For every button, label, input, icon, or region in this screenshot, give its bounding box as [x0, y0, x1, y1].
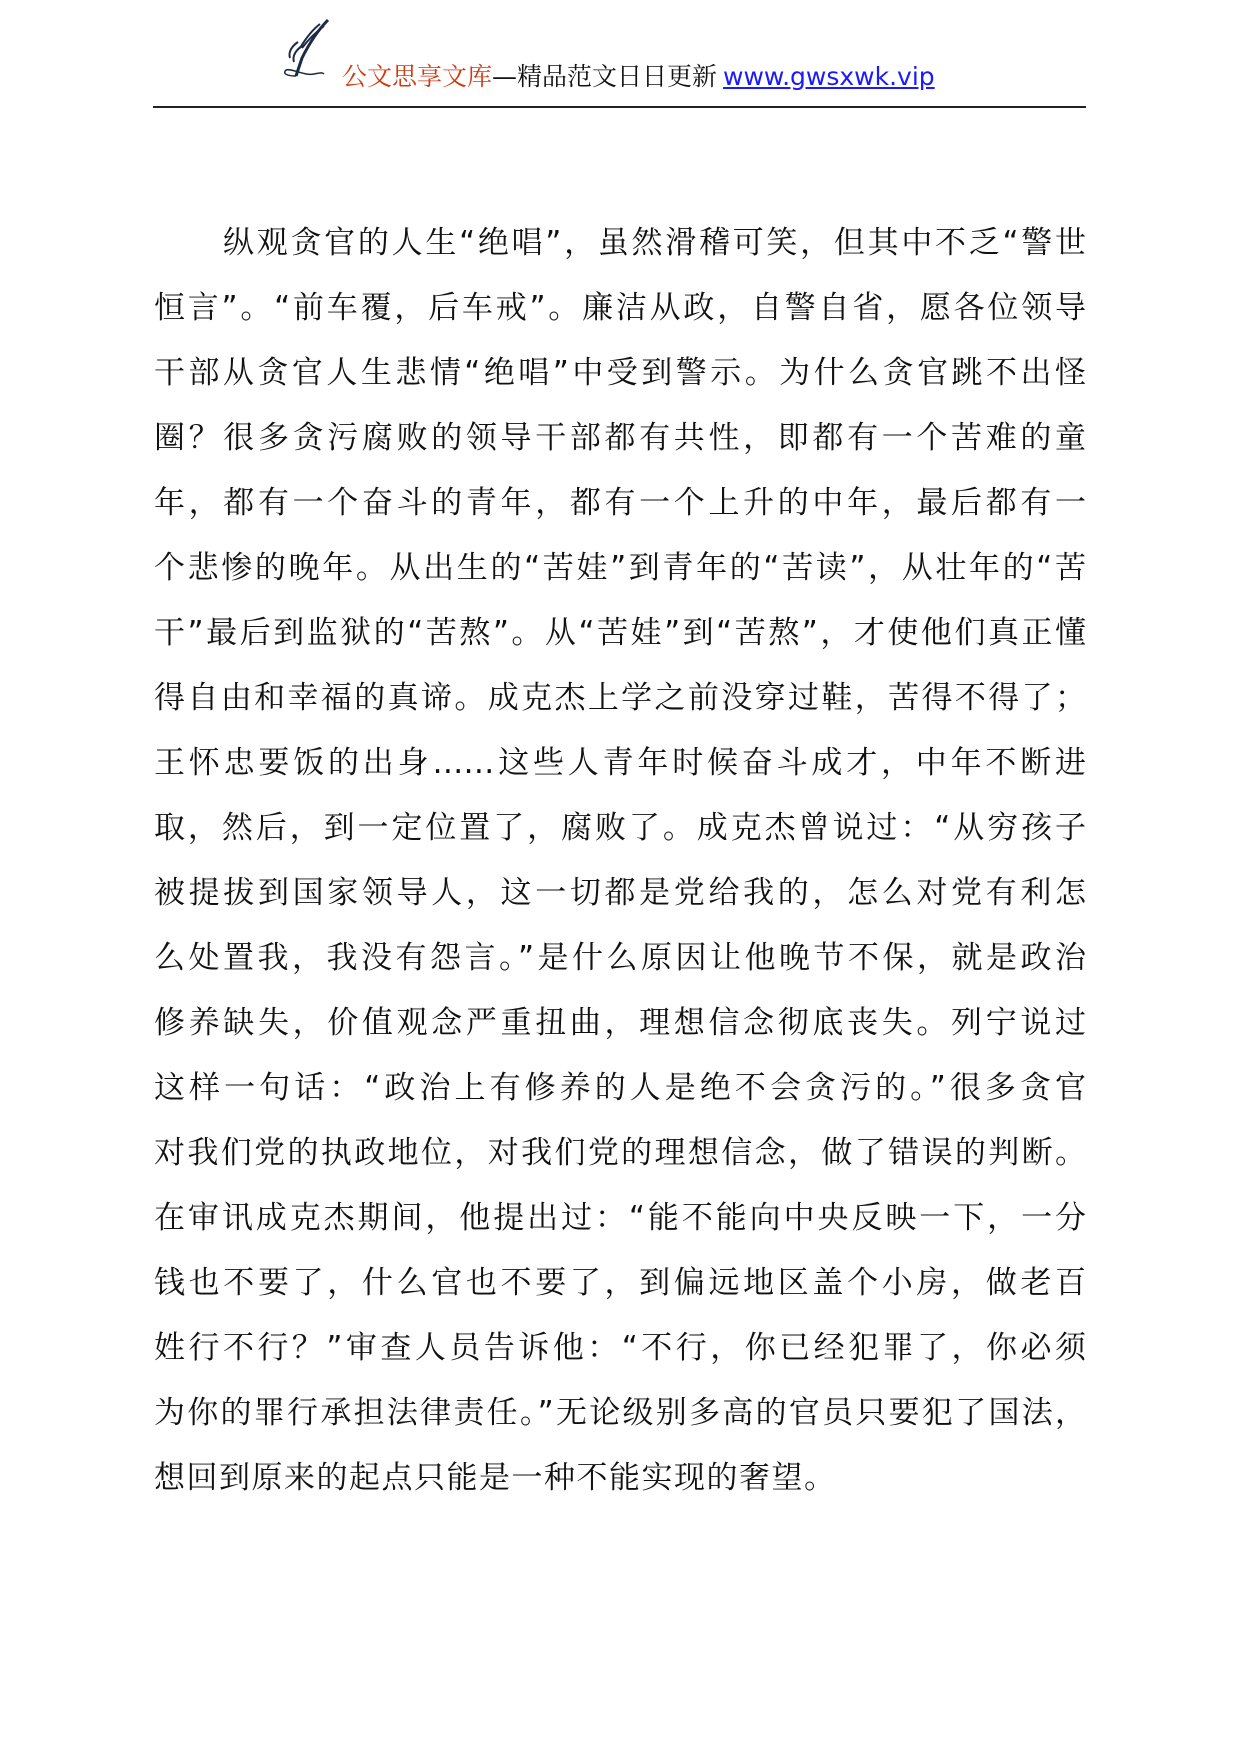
page-header: [0, 14, 1240, 94]
header-divider: [153, 106, 1086, 108]
paragraph-line: 钱也不要了，什么官也不要了，到偏远地区盖个小房，做老百: [154, 1265, 1086, 1301]
website-link[interactable]: www.gwsxwk.vip: [723, 62, 935, 91]
paragraph-line: 这样一句话：“政治上有修养的人是绝不会贪污的。”很多贪官: [154, 1070, 1086, 1106]
header-tagline: [342, 62, 935, 92]
paragraph-line: 姓行不行？”审查人员告诉他：“不行，你已经犯罪了，你必须: [154, 1330, 1086, 1366]
paragraph-line: 在审讯成克杰期间，他提出过：“能不能向中央反映一下，一分: [154, 1200, 1086, 1236]
paragraph-line: 对我们党的执政地位，对我们党的理想信念，做了错误的判断。: [154, 1135, 1086, 1171]
paragraph-line: 恒言”。“前车覆，后车戒”。廉洁从政，自警自省，愿各位领导: [154, 290, 1086, 326]
quill-pen-logo-icon: [280, 18, 340, 84]
paragraph-line: 干部从贪官人生悲情“绝唱”中受到警示。为什么贪官跳不出怪: [154, 355, 1086, 391]
slogan: —精品范文日日更新: [492, 62, 718, 91]
paragraph-line: 纵观贪官的人生“绝唱”，虽然滑稽可笑，但其中不乏“警世: [223, 225, 1086, 261]
paragraph-line: 被提拔到国家领导人，这一切都是党给我的，怎么对党有利怎: [154, 875, 1086, 911]
paragraph-line: 想回到原来的起点只能是一种不能实现的奢望。: [154, 1460, 837, 1496]
paragraph-line: 修养缺失，价值观念严重扭曲，理想信念彻底丧失。列宁说过: [154, 1005, 1086, 1041]
paragraph-line: 王怀忠要饭的出身……这些人青年时候奋斗成才，中年不断进: [154, 745, 1086, 781]
brand-name: 公文思享文库: [342, 62, 493, 91]
paragraph-line: 年，都有一个奋斗的青年，都有一个上升的中年，最后都有一: [154, 485, 1086, 521]
paragraph-line: 干”最后到监狱的“苦熬”。从“苦娃”到“苦熬”，才使他们真正懂: [154, 615, 1086, 651]
paragraph-line: 圈？很多贪污腐败的领导干部都有共性，即都有一个苦难的童: [154, 420, 1086, 456]
paragraph-line: 取，然后，到一定位置了，腐败了。成克杰曾说过：“从穷孩子: [154, 810, 1086, 846]
paragraph-line: 得自由和幸福的真谛。成克杰上学之前没穿过鞋，苦得不得了；: [154, 680, 1086, 716]
document-body: [154, 222, 1086, 1522]
paragraph-line: 么处置我，我没有怨言。”是什么原因让他晚节不保，就是政治: [154, 940, 1086, 976]
paragraph-line: 个悲惨的晚年。从出生的“苦娃”到青年的“苦读”，从壮年的“苦: [154, 550, 1086, 586]
paragraph-line: 为你的罪行承担法律责任。”无论级别多高的官员只要犯了国法，: [154, 1395, 1086, 1431]
